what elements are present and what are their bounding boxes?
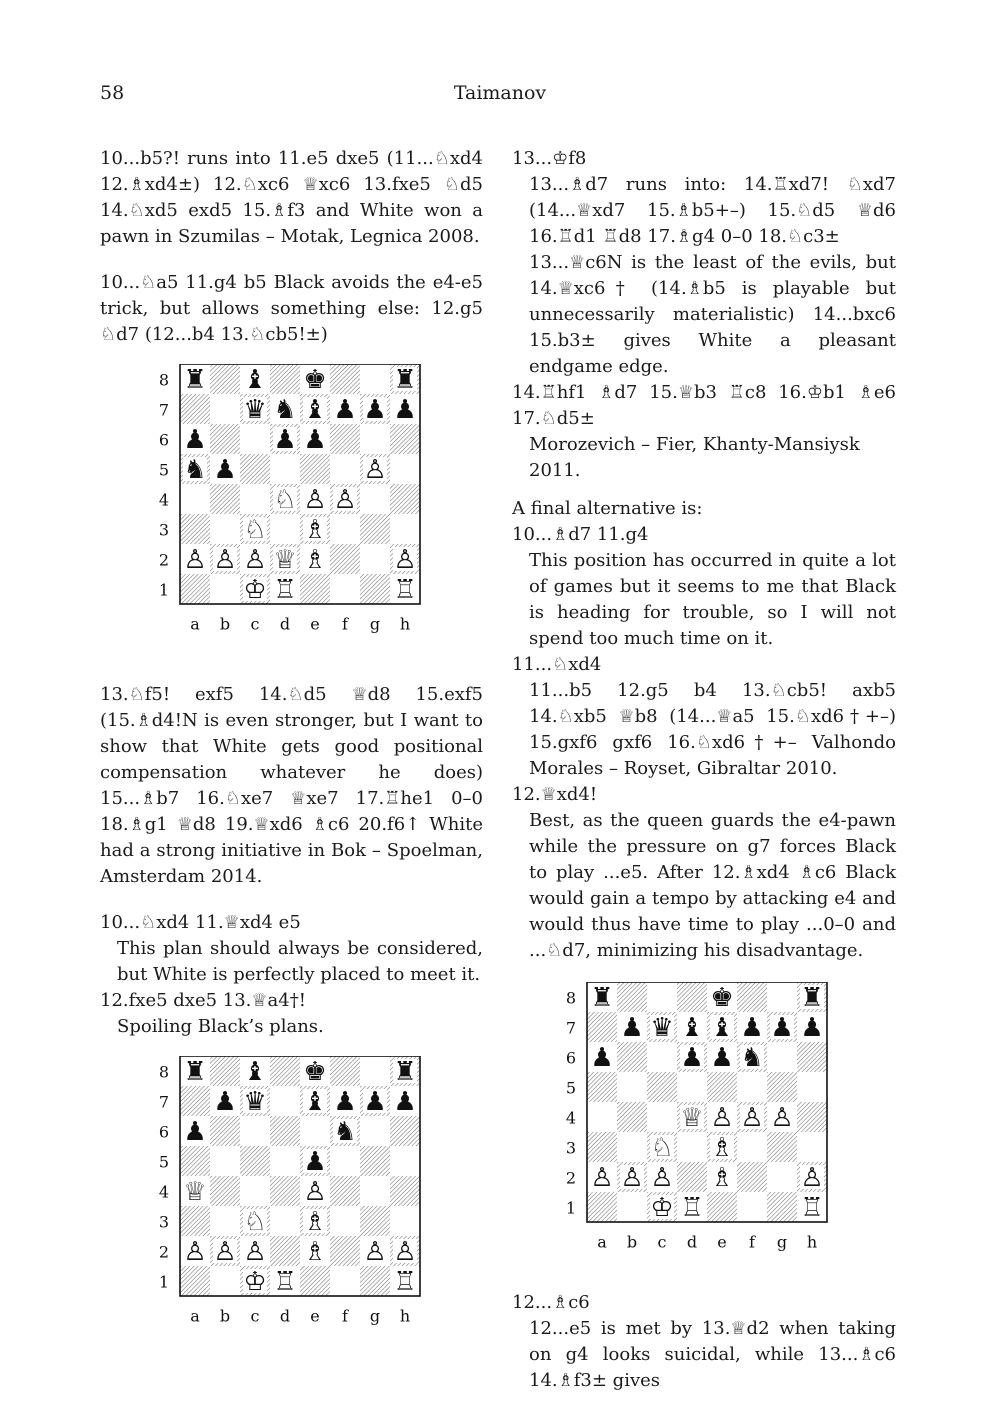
paragraph: 13...♕c6N is the least of the evils, but 14.♕xc6† (14.♗b5 is playable but unnecessarily materialistic) 14...bxc6 15.b3± gives White a pleasant endgame edge.	[529, 252, 896, 377]
black-bishop-icon: ♝	[680, 1013, 704, 1043]
light-square	[300, 1116, 330, 1146]
file-label: f	[342, 614, 348, 634]
right-column	[512, 146, 896, 1394]
light-square	[360, 1056, 390, 1086]
light-square	[180, 484, 210, 514]
paragraph: Best, as the queen guards the e4-pawn while the pressure on g7 forces Black to play ...e5. After 12.♗xd4 ♗c6 Black would gain a tempo by attacking e4 and would thus have time to play ...0–0 and ...♘d7, minimizing his disadvantage.	[529, 810, 896, 961]
file-label: c	[657, 1232, 667, 1252]
dark-square	[360, 1266, 390, 1296]
white-queen-icon: ♕	[183, 1177, 207, 1207]
white-rook-icon: ♖	[273, 1267, 297, 1297]
black-queen-icon: ♛	[243, 1087, 267, 1117]
file-label: c	[250, 1306, 260, 1326]
light-square	[330, 574, 360, 604]
light-square	[647, 982, 677, 1012]
black-pawn-icon: ♟	[393, 1087, 417, 1117]
file-label: b	[219, 614, 231, 634]
dark-square	[210, 364, 240, 394]
file-label: h	[399, 614, 411, 634]
dark-square	[300, 1266, 330, 1296]
rank-label: 8	[158, 1062, 170, 1082]
dark-square	[677, 1162, 707, 1192]
dark-square	[390, 1176, 420, 1206]
dark-square	[180, 1086, 210, 1116]
black-pawn-icon: ♟	[213, 1087, 237, 1117]
black-pawn-icon: ♟	[800, 1013, 824, 1043]
move-line: 11...♘xd4	[512, 654, 602, 675]
white-pawn-icon: ♙	[363, 455, 387, 485]
rank-label: 4	[158, 1182, 170, 1202]
paragraph: 10...b5?! runs into 11.e5 dxe5 (11...♘xd4 12.♗xd4±) 12.♘xc6 ♕xc6 13.fxe5 ♘d5 14.♘xd5 exd5 15.♗f3 and White won a pawn in Szumilas – Motak, Legnica 2008.	[100, 148, 483, 247]
rank-label: 5	[158, 460, 170, 480]
dark-square	[587, 1132, 617, 1162]
white-pawn-icon: ♙	[213, 1237, 237, 1267]
light-square	[677, 1072, 707, 1102]
black-pawn-icon: ♟	[770, 1013, 794, 1043]
dark-square	[330, 1176, 360, 1206]
dark-square	[360, 574, 390, 604]
white-rook-icon: ♖	[393, 1267, 417, 1297]
black-rook-icon: ♜	[183, 365, 207, 395]
black-pawn-icon: ♟	[303, 425, 327, 455]
white-pawn-icon: ♙	[710, 1103, 734, 1133]
white-pawn-icon: ♙	[363, 1237, 387, 1267]
black-pawn-icon: ♟	[183, 1117, 207, 1147]
rank-label: 6	[158, 1122, 170, 1142]
dark-square	[617, 1102, 647, 1132]
light-square	[240, 484, 270, 514]
page-number: 58	[100, 82, 125, 104]
black-rook-icon: ♜	[393, 1057, 417, 1087]
light-square	[240, 1176, 270, 1206]
dark-square	[180, 1266, 210, 1296]
black-pawn-icon: ♟	[213, 455, 237, 485]
paragraph: 12...e5 is met by 13.♕d2 when taking on g4 looks suicidal, while 13...♗c6 14.♗f3± gives	[529, 1318, 896, 1391]
dark-square	[707, 1072, 737, 1102]
file-label: f	[342, 1306, 348, 1326]
black-pawn-icon: ♟	[393, 395, 417, 425]
black-pawn-icon: ♟	[363, 395, 387, 425]
white-pawn-icon: ♙	[770, 1103, 794, 1133]
rank-label: 7	[158, 400, 170, 420]
black-pawn-icon: ♟	[183, 425, 207, 455]
move-line: 12.fxe5 dxe5 13.♕a4†!	[100, 990, 306, 1011]
black-pawn-icon: ♟	[303, 1147, 327, 1177]
file-label: f	[749, 1232, 755, 1252]
file-label: d	[279, 614, 291, 634]
dark-square	[270, 1236, 300, 1266]
file-label: e	[717, 1232, 727, 1252]
file-label: h	[399, 1306, 411, 1326]
light-square	[210, 1206, 240, 1236]
dark-square	[737, 1162, 767, 1192]
light-square	[797, 1132, 827, 1162]
dark-square	[587, 1072, 617, 1102]
dark-square	[360, 1206, 390, 1236]
white-bishop-icon: ♗	[303, 1237, 327, 1267]
rank-label: 7	[158, 1092, 170, 1112]
black-pawn-icon: ♟	[333, 1087, 357, 1117]
file-label: a	[190, 1306, 200, 1326]
white-pawn-icon: ♙	[303, 1177, 327, 1207]
black-knight-icon: ♞	[333, 1117, 357, 1147]
rank-label: 3	[565, 1138, 577, 1158]
file-label: e	[310, 614, 320, 634]
dark-square	[210, 424, 240, 454]
light-square	[270, 1146, 300, 1176]
file-label: d	[686, 1232, 698, 1252]
rank-label: 6	[158, 430, 170, 450]
dark-square	[240, 1146, 270, 1176]
file-label: a	[597, 1232, 607, 1252]
white-pawn-icon: ♙	[333, 485, 357, 515]
white-rook-icon: ♖	[800, 1193, 824, 1223]
dark-square	[797, 1042, 827, 1072]
black-queen-icon: ♛	[650, 1013, 674, 1043]
light-square	[617, 1132, 647, 1162]
dark-square	[707, 1192, 737, 1222]
light-square	[587, 1102, 617, 1132]
black-king-icon: ♚	[710, 983, 734, 1013]
white-pawn-icon: ♙	[800, 1163, 824, 1193]
light-square	[270, 1086, 300, 1116]
file-label: b	[219, 1306, 231, 1326]
rank-label: 3	[158, 520, 170, 540]
dark-square	[767, 1132, 797, 1162]
chess-diagram-2	[100, 1056, 483, 1356]
black-knight-icon: ♞	[273, 395, 297, 425]
white-bishop-icon: ♗	[710, 1163, 734, 1193]
black-bishop-icon: ♝	[710, 1013, 734, 1043]
dark-square	[270, 1116, 300, 1146]
light-square	[360, 364, 390, 394]
white-king-icon: ♔	[243, 575, 267, 605]
dark-square	[180, 1146, 210, 1176]
white-king-icon: ♔	[650, 1193, 674, 1223]
white-pawn-icon: ♙	[620, 1163, 644, 1193]
dark-square	[330, 364, 360, 394]
black-rook-icon: ♜	[800, 983, 824, 1013]
white-queen-icon: ♕	[680, 1103, 704, 1133]
file-label: e	[310, 1306, 320, 1326]
black-bishop-icon: ♝	[303, 395, 327, 425]
dark-square	[330, 424, 360, 454]
light-square	[330, 454, 360, 484]
white-knight-icon: ♘	[243, 515, 267, 545]
light-square	[210, 514, 240, 544]
white-knight-icon: ♘	[243, 1207, 267, 1237]
black-queen-icon: ♛	[243, 395, 267, 425]
light-square	[390, 1206, 420, 1236]
dark-square	[210, 1056, 240, 1086]
light-square	[647, 1102, 677, 1132]
light-square	[617, 1072, 647, 1102]
light-square	[737, 1072, 767, 1102]
dark-square	[390, 1116, 420, 1146]
black-king-icon: ♚	[303, 365, 327, 395]
move-line: 12...♗c6	[512, 1292, 590, 1313]
move-line: 10...♗d7 11.g4	[512, 524, 649, 545]
black-pawn-icon: ♟	[333, 395, 357, 425]
light-square	[390, 1146, 420, 1176]
white-king-icon: ♔	[243, 1267, 267, 1297]
light-square	[797, 1072, 827, 1102]
light-square	[330, 1266, 360, 1296]
black-rook-icon: ♜	[590, 983, 614, 1013]
light-square	[360, 1176, 390, 1206]
file-label: g	[776, 1232, 788, 1252]
dark-square	[797, 1102, 827, 1132]
rank-label: 8	[565, 988, 577, 1008]
light-square	[360, 484, 390, 514]
dark-square	[330, 544, 360, 574]
dark-square	[270, 364, 300, 394]
white-pawn-icon: ♙	[740, 1103, 764, 1133]
white-pawn-icon: ♙	[243, 545, 267, 575]
file-label: g	[369, 614, 381, 634]
move-line: 14.♖hf1 ♗d7 15.♕b3 ♖c8 16.♔b1 ♗e6 17.♘d5±	[512, 382, 896, 429]
file-label: h	[806, 1232, 818, 1252]
black-knight-icon: ♞	[740, 1043, 764, 1073]
white-pawn-icon: ♙	[303, 485, 327, 515]
paragraph: 11...b5 12.g5 b4 13.♘cb5! axb5 14.♘xb5 ♕b8 (14...♕a5 15.♘xd6†+–) 15.gxf6 gxf6 16.♘xd6†+– Valhondo Morales – Royset, Gibraltar 2010.	[529, 680, 896, 779]
light-square	[767, 982, 797, 1012]
light-square	[390, 514, 420, 544]
rank-label: 7	[565, 1018, 577, 1038]
white-pawn-icon: ♙	[213, 545, 237, 575]
dark-square	[390, 484, 420, 514]
dark-square	[210, 484, 240, 514]
chess-diagram-1	[100, 364, 483, 664]
white-knight-icon: ♘	[650, 1133, 674, 1163]
black-rook-icon: ♜	[183, 1057, 207, 1087]
left-column	[100, 146, 483, 1356]
rank-label: 5	[158, 1152, 170, 1172]
light-square	[737, 1132, 767, 1162]
dark-square	[587, 1192, 617, 1222]
white-bishop-icon: ♗	[303, 1207, 327, 1237]
white-pawn-icon: ♙	[243, 1237, 267, 1267]
rank-label: 2	[565, 1168, 577, 1188]
black-pawn-icon: ♟	[363, 1087, 387, 1117]
white-pawn-icon: ♙	[183, 545, 207, 575]
dark-square	[767, 1192, 797, 1222]
dark-square	[210, 1176, 240, 1206]
rank-label: 1	[565, 1198, 577, 1218]
black-pawn-icon: ♟	[620, 1013, 644, 1043]
black-pawn-icon: ♟	[710, 1043, 734, 1073]
white-pawn-icon: ♙	[183, 1237, 207, 1267]
light-square	[677, 1132, 707, 1162]
chess-board	[145, 364, 445, 664]
dark-square	[330, 1056, 360, 1086]
dark-square	[587, 1012, 617, 1042]
white-pawn-icon: ♙	[590, 1163, 614, 1193]
black-king-icon: ♚	[303, 1057, 327, 1087]
white-rook-icon: ♖	[680, 1193, 704, 1223]
paragraph: 13.♘f5! exf5 14.♘d5 ♕d8 15.exf5 (15.♗d4!N is even stronger, but I want to show that White gets good positional compensation whatever he does) 15...♗b7 16.♘xe7 ♕xe7 17.♖he1 0–0 18.♗g1 ♕d8 19.♕xd6 ♗c6 20.f6↑ White had a strong initiative in Bok – Spoelman, Amsterdam 2014.	[100, 684, 483, 887]
light-square	[737, 1192, 767, 1222]
black-bishop-icon: ♝	[243, 365, 267, 395]
black-bishop-icon: ♝	[303, 1087, 327, 1117]
black-pawn-icon: ♟	[680, 1043, 704, 1073]
light-square	[390, 454, 420, 484]
white-bishop-icon: ♗	[710, 1133, 734, 1163]
light-square	[210, 1146, 240, 1176]
black-bishop-icon: ♝	[243, 1057, 267, 1087]
rank-label: 1	[158, 1272, 170, 1292]
rank-label: 3	[158, 1212, 170, 1232]
file-label: d	[279, 1306, 291, 1326]
light-square	[647, 1042, 677, 1072]
dark-square	[180, 574, 210, 604]
white-rook-icon: ♖	[273, 575, 297, 605]
dark-square	[210, 1116, 240, 1146]
white-rook-icon: ♖	[393, 575, 417, 605]
rank-label: 2	[158, 1242, 170, 1262]
light-square	[270, 1206, 300, 1236]
paragraph: This plan should always be considered, but White is perfectly placed to meet it.	[117, 938, 483, 985]
black-pawn-icon: ♟	[590, 1043, 614, 1073]
light-square	[767, 1162, 797, 1192]
dark-square	[300, 574, 330, 604]
light-square	[617, 1192, 647, 1222]
file-label: g	[369, 1306, 381, 1326]
light-square	[240, 1116, 270, 1146]
light-square	[270, 454, 300, 484]
white-bishop-icon: ♗	[303, 545, 327, 575]
white-pawn-icon: ♙	[393, 545, 417, 575]
move-line: 13...♔f8	[512, 148, 587, 169]
dark-square	[360, 514, 390, 544]
paragraph: This position has occurred in quite a lot of games but it seems to me that Black is heading for trouble, so I will not spend too much time on it.	[529, 550, 896, 649]
light-square	[240, 424, 270, 454]
dark-square	[360, 1146, 390, 1176]
dark-square	[330, 1236, 360, 1266]
paragraph: Spoiling Black’s plans.	[117, 1016, 324, 1037]
dark-square	[180, 514, 210, 544]
rank-label: 4	[565, 1108, 577, 1128]
black-rook-icon: ♜	[393, 365, 417, 395]
file-label: c	[250, 614, 260, 634]
file-label: b	[626, 1232, 638, 1252]
dark-square	[180, 1206, 210, 1236]
light-square	[360, 1116, 390, 1146]
rank-label: 5	[565, 1078, 577, 1098]
chess-board	[145, 1056, 445, 1356]
black-knight-icon: ♞	[183, 455, 207, 485]
light-square	[330, 1146, 360, 1176]
rank-label: 1	[158, 580, 170, 600]
dark-square	[270, 1056, 300, 1086]
chess-diagram-3	[512, 982, 896, 1282]
dark-square	[270, 1176, 300, 1206]
light-square	[210, 394, 240, 424]
rank-label: 8	[158, 370, 170, 390]
move-line: 10...♘xd4 11.♕xd4 e5	[100, 912, 301, 933]
dark-square	[390, 424, 420, 454]
rank-label: 2	[158, 550, 170, 570]
white-bishop-icon: ♗	[303, 515, 327, 545]
white-queen-icon: ♕	[273, 545, 297, 575]
white-knight-icon: ♘	[273, 485, 297, 515]
file-label: a	[190, 614, 200, 634]
paragraph: A final alternative is:	[512, 498, 703, 519]
running-title: Taimanov	[453, 82, 547, 104]
dark-square	[617, 1042, 647, 1072]
light-square	[210, 1266, 240, 1296]
light-square	[360, 544, 390, 574]
light-square	[767, 1042, 797, 1072]
dark-square	[617, 982, 647, 1012]
white-pawn-icon: ♙	[650, 1163, 674, 1193]
light-square	[210, 574, 240, 604]
dark-square	[647, 1072, 677, 1102]
dark-square	[180, 394, 210, 424]
rank-label: 6	[565, 1048, 577, 1068]
light-square	[330, 514, 360, 544]
light-square	[360, 424, 390, 454]
paragraph: Morozevich – Fier, Khanty-Mansiysk 2011.	[529, 434, 860, 481]
dark-square	[240, 454, 270, 484]
light-square	[270, 514, 300, 544]
white-pawn-icon: ♙	[393, 1237, 417, 1267]
black-pawn-icon: ♟	[273, 425, 297, 455]
paragraph: 13...♗d7 runs into: 14.♖xd7! ♘xd7 (14...♕xd7 15.♗b5+–) 15.♘d5 ♕d6 16.♖d1 ♖d8 17.♗g4 0–0 18.♘c3±	[529, 174, 896, 247]
move-line: 12.♕xd4!	[512, 784, 598, 805]
chess-board	[552, 982, 852, 1282]
dark-square	[737, 982, 767, 1012]
light-square	[330, 1206, 360, 1236]
dark-square	[767, 1072, 797, 1102]
rank-label: 4	[158, 490, 170, 510]
dark-square	[677, 982, 707, 1012]
dark-square	[300, 454, 330, 484]
black-pawn-icon: ♟	[740, 1013, 764, 1043]
paragraph: 10...♘a5 11.g4 b5 Black avoids the e4-e5 trick, but allows something else: 12.g5 ♘d7 (12...b4 13.♘cb5!±)	[100, 272, 483, 345]
